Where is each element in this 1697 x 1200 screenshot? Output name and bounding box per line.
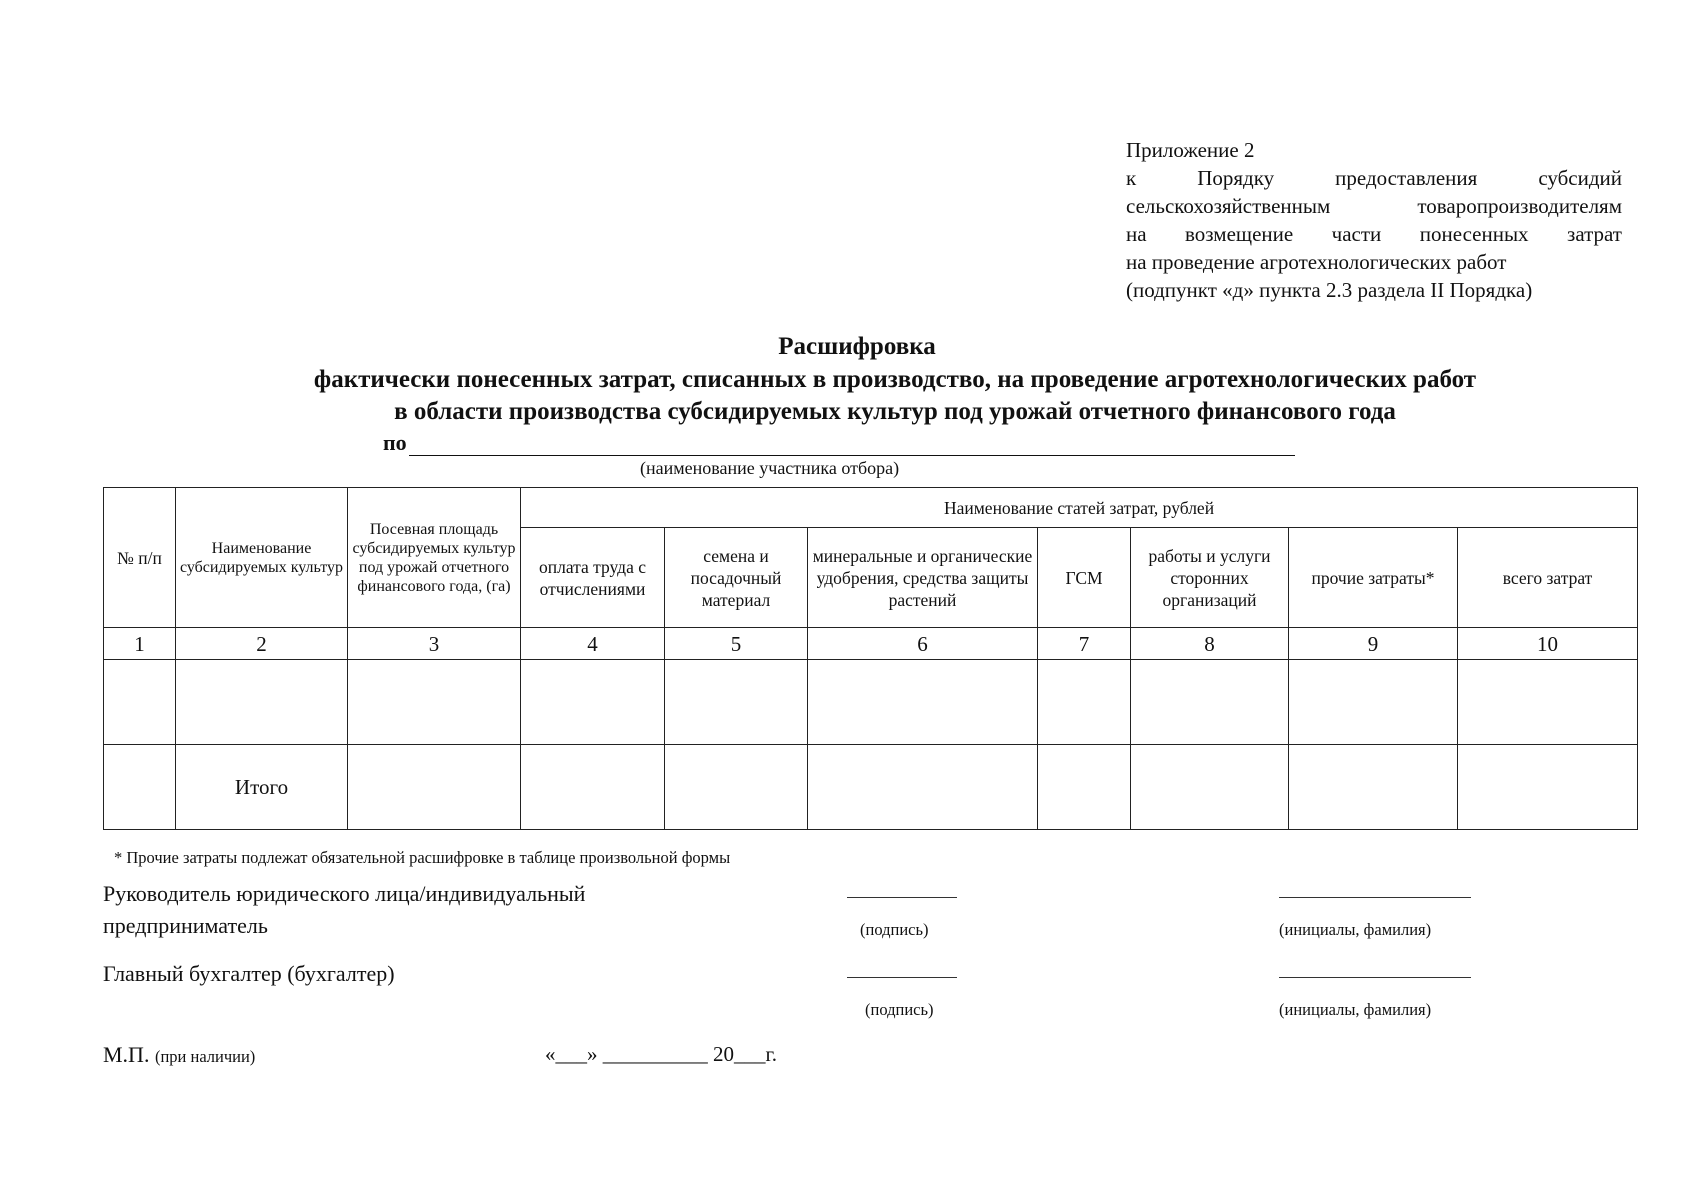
table-cell[interactable] bbox=[104, 660, 176, 745]
header-seeds: семена и посадочный материал bbox=[665, 528, 808, 628]
footnote: * Прочие затраты подлежат обязательной расшифровке в таблице произвольной формы bbox=[114, 848, 731, 867]
column-number: 8 bbox=[1131, 628, 1289, 660]
column-number: 7 bbox=[1038, 628, 1131, 660]
document-subtitle-line: в области производства субсидируемых культур под урожай отчетного финансового года bbox=[394, 398, 1396, 425]
table-cell[interactable] bbox=[1038, 660, 1131, 745]
column-number: 1 bbox=[104, 628, 176, 660]
participant-name-field[interactable] bbox=[409, 435, 1295, 456]
header-third-party-services: работы и услуги сторонних организаций bbox=[1131, 528, 1289, 628]
head-signature-field[interactable] bbox=[847, 897, 957, 898]
accountant-name-field[interactable] bbox=[1279, 977, 1471, 978]
header-other-costs: прочие затраты* bbox=[1289, 528, 1458, 628]
participant-name-caption: (наименование участника отбора) bbox=[640, 458, 900, 478]
table-row bbox=[104, 660, 1638, 745]
column-number: 5 bbox=[665, 628, 808, 660]
table-cell[interactable] bbox=[1131, 660, 1289, 745]
header-fuel: ГСМ bbox=[1038, 528, 1131, 628]
header-labor-costs: оплата труда с отчислениями bbox=[521, 528, 665, 628]
appendix-text-line: на проведение агротехнологических работ bbox=[1126, 250, 1507, 274]
table-cell[interactable] bbox=[348, 745, 521, 830]
total-label: Итого bbox=[176, 745, 348, 830]
accountant-label: Главный бухгалтер (бухгалтер) bbox=[103, 961, 395, 986]
stamp-label bbox=[103, 1042, 255, 1068]
table-cell[interactable] bbox=[1458, 660, 1638, 745]
header-total-costs: всего затрат bbox=[1458, 528, 1638, 628]
document-subtitle-line: фактически понесенных затрат, списанных в производство, на проведение агротехнологических работ bbox=[313, 366, 1477, 393]
accountant-signature-field[interactable] bbox=[847, 977, 957, 978]
header-sown-area: Посевная площадь субсидируемых культур под урожай отчетного финансового года, (га) bbox=[348, 488, 521, 628]
header-crop-name: Наименование субсидируемых культур bbox=[176, 488, 348, 628]
appendix-text-line: (подпункт «д» пункта 2.3 раздела II Порядка) bbox=[1126, 278, 1533, 302]
column-number: 3 bbox=[348, 628, 521, 660]
costs-table bbox=[103, 487, 1638, 830]
header-row-number: № п/п bbox=[104, 488, 176, 628]
column-number: 10 bbox=[1458, 628, 1638, 660]
table-cell[interactable] bbox=[348, 660, 521, 745]
stamp-note: (при наличии) bbox=[154, 1047, 256, 1066]
stamp-abbr: М.П. bbox=[103, 1042, 150, 1067]
date-field[interactable]: «___» __________ 20___г. bbox=[545, 1042, 777, 1066]
table-cell[interactable] bbox=[1458, 745, 1638, 830]
appendix-text-line: к Порядку предоставления субсидий bbox=[1126, 166, 1622, 190]
column-number: 9 bbox=[1289, 628, 1458, 660]
by-label: по bbox=[383, 430, 407, 455]
column-number: 2 bbox=[176, 628, 348, 660]
appendix-block bbox=[1126, 136, 1622, 304]
table-cell[interactable] bbox=[665, 660, 808, 745]
total-row bbox=[104, 745, 1638, 830]
accountant-signature-caption: (подпись) bbox=[865, 1000, 934, 1019]
table-cell[interactable] bbox=[104, 745, 176, 830]
head-signatory-label bbox=[103, 878, 585, 942]
table-cell[interactable] bbox=[1131, 745, 1289, 830]
appendix-text-line: сельскохозяйственным товаропроизводителям bbox=[1126, 194, 1622, 218]
table-cell[interactable] bbox=[808, 745, 1038, 830]
appendix-text-line: на возмещение части понесенных затрат bbox=[1126, 222, 1622, 246]
participant-name-line bbox=[383, 430, 1295, 456]
column-number: 4 bbox=[521, 628, 665, 660]
head-name-caption: (инициалы, фамилия) bbox=[1279, 920, 1432, 939]
column-number: 6 bbox=[808, 628, 1038, 660]
table-cell[interactable] bbox=[808, 660, 1038, 745]
accountant-name-caption: (инициалы, фамилия) bbox=[1279, 1000, 1432, 1019]
table-cell[interactable] bbox=[521, 745, 665, 830]
document-title: Расшифровка bbox=[778, 333, 936, 360]
head-signatory-line1: Руководитель юридического лица/индивидуальный bbox=[103, 881, 586, 906]
head-signatory-line2: предприниматель bbox=[103, 913, 268, 938]
head-signature-caption: (подпись) bbox=[860, 920, 929, 939]
header-cost-items: Наименование статей затрат, рублей bbox=[521, 488, 1638, 528]
table-cell[interactable] bbox=[1289, 660, 1458, 745]
table-cell[interactable] bbox=[521, 660, 665, 745]
header-fertilizers: минеральные и органические удобрения, средства защиты растений bbox=[808, 528, 1038, 628]
table-cell[interactable] bbox=[1038, 745, 1131, 830]
table-cell[interactable] bbox=[665, 745, 808, 830]
appendix-title: Приложение 2 bbox=[1126, 138, 1255, 162]
head-name-field[interactable] bbox=[1279, 897, 1471, 898]
table-cell[interactable] bbox=[176, 660, 348, 745]
table-cell[interactable] bbox=[1289, 745, 1458, 830]
